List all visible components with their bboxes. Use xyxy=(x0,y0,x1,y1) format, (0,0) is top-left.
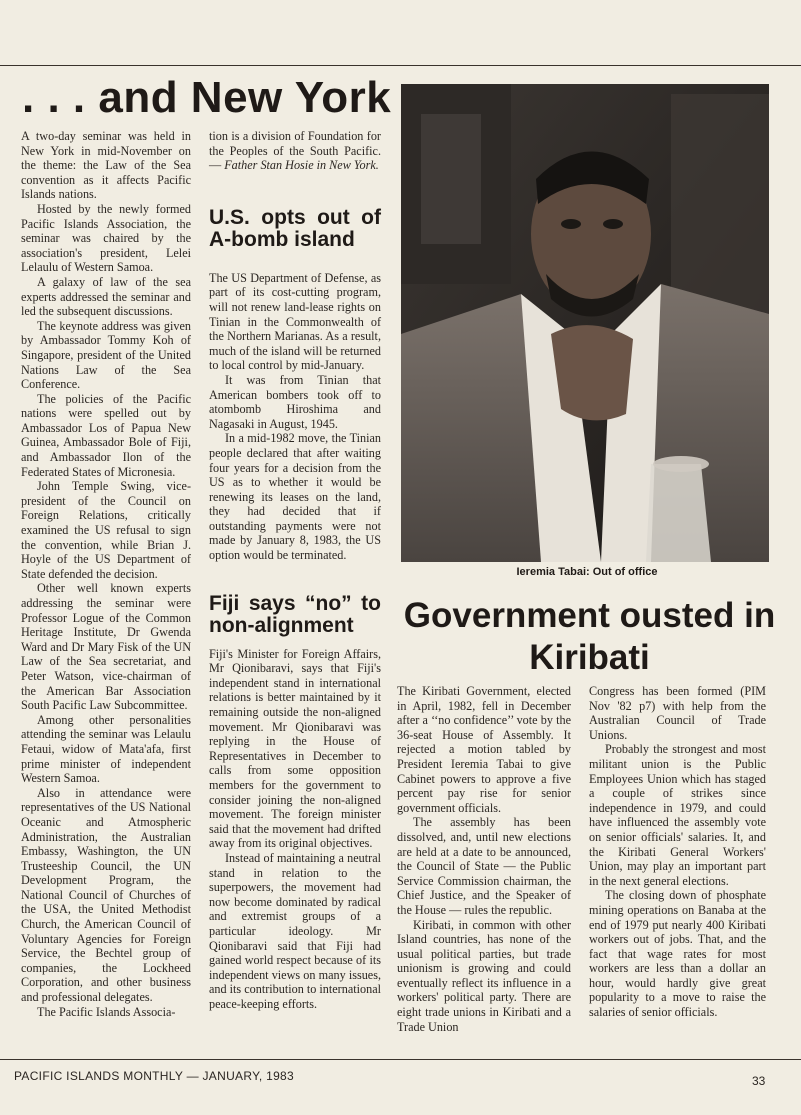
paragraph: It was from Tinian that American bombers took off to atombomb Hiroshima and Nagasaki in August, 1945. xyxy=(209,372,381,431)
paragraph: In a mid-1982 move, the Tinian people declared that after waiting four years for a decision from the US as to whether it would be renewing its leases on the land, they had decided that if outstanding payments were not made by January 8, 1983, the US option would be terminated. xyxy=(209,431,381,563)
paragraph: The policies of the Pacific nations were spelled out by Ambassador Los of Papua New Guinea, Ambassador Bole of Fiji, and Ambassador Ilon of the Federated States of Micronesia. xyxy=(21,391,191,479)
paragraph: The Kiribati Government, elected in April, 1982, fell in December after a ‘‘no confidence’’ vote by the 36-seat House of Assembly. It rejected a motion tabled by President Ieremia Tabai to give Cabinet powers to approve a five percent pay rise for senior government officials. xyxy=(397,684,571,815)
photo-caption: Ieremia Tabai: Out of office xyxy=(516,566,658,578)
article-headline: . . . and New York xyxy=(22,73,392,122)
page-number: 33 xyxy=(752,1074,766,1088)
paragraph: A two-day seminar was held in New York in mid-November on the theme: the Law of the Sea convention as it affects Pacific Islands nations. xyxy=(21,129,191,202)
section-heading: Fiji says “no” to non-alignment xyxy=(209,591,381,637)
bottom-rule xyxy=(0,1059,801,1060)
column-3 xyxy=(397,684,571,1034)
paragraph: Congress has been formed (PIM Nov '82 p7) with help from the Australian Council of Trade Unions. xyxy=(589,684,766,742)
paragraph: Probably the strongest and most militant union is the Public Employees Union which has staged a couple of strikes since independence in 1979, and could have influenced the assembly vote on senior officials' salaries. It, and the Kiribati General Workers' Union, may play an important part in the next general elections. xyxy=(589,742,766,888)
column-2 xyxy=(209,129,381,1012)
continuation-text: tion is a division of Foundation for the Peoples of the South Pacific. — xyxy=(209,129,381,173)
paragraph: The Pacific Islands Associa- xyxy=(37,1004,176,1019)
paragraph: Other well known experts addressing the seminar were Professor Logue of the Common Heritage Institute, Dr Gwenda Ward and Dr Mary Fisk of the UN Law of the Sea secretariat, and Peter Watson, vice-chairman of the American Bar Association South Pacific Law Subcommittee. xyxy=(21,581,191,713)
footer-publication: PACIFIC ISLANDS MONTHLY — JANUARY, 1983 xyxy=(14,1069,295,1083)
byline: Father Stan Hosie in New York. xyxy=(224,158,379,173)
section-heading: U.S. opts out of A-bomb island xyxy=(209,205,381,251)
paragraph: Instead of maintaining a neutral stand in relation to the superpowers, the movement had now become dominated by radical and extremist groups of a particular ideology. Mr Qionibaravi said that Fiji had gained world respect because of its independent views on many issues, and its contribution to international peace-keeping efforts. xyxy=(209,850,381,1011)
column-1 xyxy=(21,129,191,1019)
paragraph: Among other personalities attending the seminar was Lelaulu Fetaui, widow of Mata'afa, first prime minister of independent Western Samoa. xyxy=(21,712,191,786)
paragraph: The assembly has been dissolved, and, until new elections are held at a date to be announced, the Council of State — the Public Service Commission chairman, the Chief Justice, and the Speaker of the House — rules the republic. xyxy=(397,815,571,917)
paragraph: Hosted by the newly formed Pacific Islands Association, the seminar was chaired by the association's president, Lelei Lelaulu of Western Samoa. xyxy=(21,201,191,275)
portrait-photo xyxy=(401,84,769,562)
paragraph: Fiji's Minister for Foreign Affairs, Mr Qionibaravi, says that Fiji's independent stand in international relations is better maintained by it remaining outside the non-aligned movement. Mr Qionibaravi was replying in the House of Representatives in December to calls from some opposition members for the government to consider joining the non-aligned movement. The foreign minister said that the movement had drifted away from its original objectives. xyxy=(209,646,381,851)
portrait-illustration xyxy=(401,84,769,562)
top-rule xyxy=(0,65,801,66)
paragraph: The US Department of Defense, as part of its cost-cutting program, will not renew land-lease rights on Tinian in the Commonwealth of the Northern Marianas. As a result, much of the island will be returned to local control by mid-January. xyxy=(209,270,381,373)
paragraph: The keynote address was given by Ambassador Tommy Koh of Singapore, president of the United Nations Law of the Sea Conference. xyxy=(21,318,191,392)
article-headline-kiribati: Government ousted in Kiribati xyxy=(403,596,776,677)
column-4 xyxy=(589,684,766,1020)
paragraph xyxy=(209,129,381,173)
paragraph: John Temple Swing, vice-president of the Council on Foreign Relations, critically examined the US refusal to sign the convention, while Brian J. Hoyle of the US Department of State defended the decision. xyxy=(21,479,191,581)
paragraph: The closing down of phosphate mining operations on Banaba at the end of 1979 put nearly 400 Kiribati workers out of jobs. That, and the fact that wage rates for most workers are less than a dollar an hour, would hardly give great popularity to a move to raise the salaries of senior officials. xyxy=(589,888,766,1020)
paragraph: A galaxy of law of the sea experts addressed the seminar and led the subsequent discussions. xyxy=(21,274,191,319)
paragraph: Also in attendance were representatives of the US National Oceanic and Atmospheric Administration, the Australian Embassy, Washington, the UN Trusteeship Council, the UN Development Program, the National Council of Churches of the USA, the United Methodist Church, the American Council of Voluntary Agencies for Foreign Service, the Bechtel group of companies, the Lockheed Corporation, and other business and professional delegates. xyxy=(21,785,191,1005)
paragraph: Kiribati, in common with other Island countries, has none of the usual political parties, but trade unionism is growing and could eventually reflect its influence in a workers' political party. There are eight trade unions in Kiribati and a Trade Union xyxy=(397,917,571,1034)
